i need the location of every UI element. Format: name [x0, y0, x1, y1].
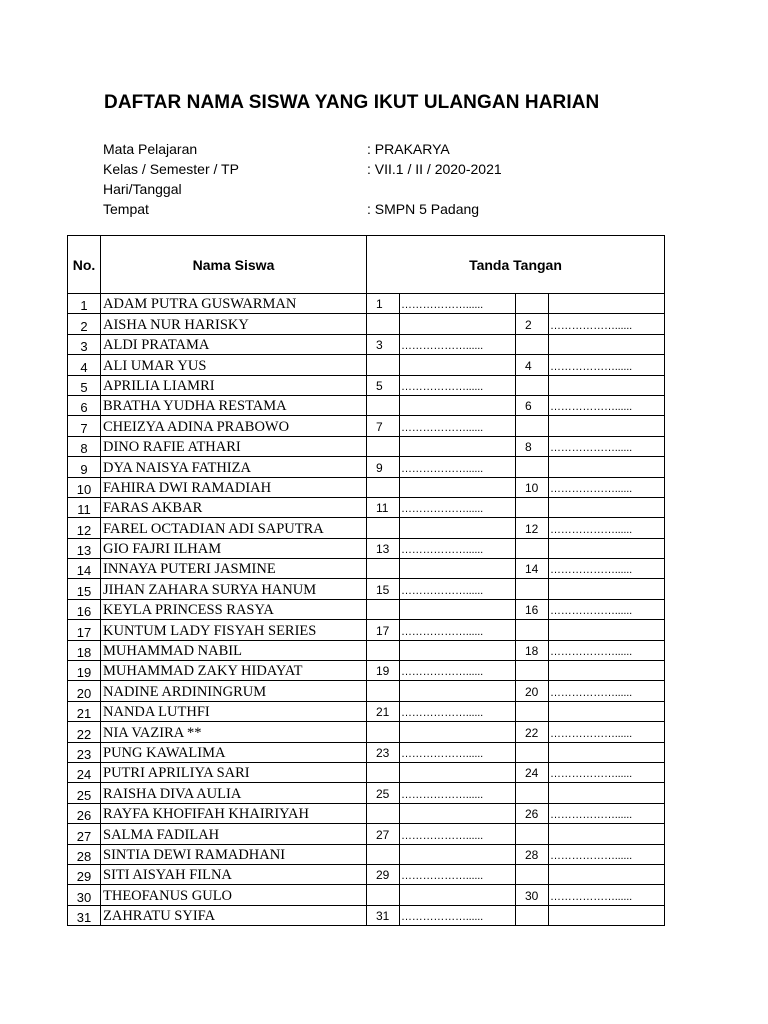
signature-number-right [516, 497, 549, 517]
meta-label: Hari/Tanggal [103, 181, 182, 197]
student-name: AISHA NUR HARISKY [101, 314, 367, 334]
student-name: MUHAMMAD ZAKY HIDAYAT [101, 661, 367, 681]
signature-line-left: ………………...... [400, 416, 516, 436]
signature-number-right: 24 [516, 762, 549, 782]
signature-number-right: 14 [516, 559, 549, 579]
signature-number-left: 17 [367, 620, 400, 640]
signature-line-left [400, 314, 516, 334]
signature-line-right: ………………...... [549, 518, 665, 538]
signature-number-left: 3 [367, 334, 400, 354]
table-row [68, 762, 665, 782]
signature-line-right [549, 661, 665, 681]
signature-number-right: 4 [516, 355, 549, 375]
signature-number-right: 30 [516, 885, 549, 905]
signature-line-right: ………………...... [549, 559, 665, 579]
meta-value: : PRAKARYA [367, 141, 450, 157]
signature-number-left: 21 [367, 701, 400, 721]
student-name: PUTRI APRILIYA SARI [101, 762, 367, 782]
meta-label: Tempat [103, 201, 149, 217]
signature-line-left [400, 436, 516, 456]
signature-number-right: 2 [516, 314, 549, 334]
table-row [68, 681, 665, 701]
signature-number-left [367, 640, 400, 660]
signature-line-right: ………………...... [549, 355, 665, 375]
signature-line-left: ………………...... [400, 661, 516, 681]
student-name: KUNTUM LADY FISYAH SERIES [101, 620, 367, 640]
signature-number-left [367, 803, 400, 823]
student-name: FAREL OCTADIAN ADI SAPUTRA [101, 518, 367, 538]
signature-line-left [400, 762, 516, 782]
signature-number-left [367, 762, 400, 782]
row-number: 22 [68, 722, 101, 742]
signature-number-right: 10 [516, 477, 549, 497]
signature-number-left: 1 [367, 294, 400, 314]
student-name: GIO FAJRI ILHAM [101, 538, 367, 558]
table-row [68, 905, 665, 925]
signature-number-right: 28 [516, 844, 549, 864]
table-row [68, 538, 665, 558]
signature-line-left: ………………...... [400, 294, 516, 314]
signature-line-left: ………………...... [400, 620, 516, 640]
signature-number-left: 19 [367, 661, 400, 681]
signature-number-right: 16 [516, 599, 549, 619]
signature-line-left: ………………...... [400, 905, 516, 925]
signature-number-right: 8 [516, 436, 549, 456]
student-name: FARAS AKBAR [101, 497, 367, 517]
signature-line-left [400, 885, 516, 905]
signature-line-right [549, 620, 665, 640]
student-name: DINO RAFIE ATHARI [101, 436, 367, 456]
table-header-row [68, 236, 665, 294]
signature-line-right: ………………...... [549, 681, 665, 701]
signature-number-left: 31 [367, 905, 400, 925]
signature-line-right: ………………...... [549, 395, 665, 415]
student-name: RAYFA KHOFIFAH KHAIRIYAH [101, 803, 367, 823]
student-name: NADINE ARDININGRUM [101, 681, 367, 701]
table-row [68, 722, 665, 742]
student-name: SINTIA DEWI RAMADHANI [101, 844, 367, 864]
table-row [68, 497, 665, 517]
signature-line-left [400, 559, 516, 579]
signature-line-left [400, 355, 516, 375]
signature-line-right: ………………...... [549, 885, 665, 905]
signature-line-right [549, 742, 665, 762]
signature-number-left: 15 [367, 579, 400, 599]
signature-line-left [400, 395, 516, 415]
table-row [68, 375, 665, 395]
row-number: 12 [68, 518, 101, 538]
row-number: 23 [68, 742, 101, 762]
row-number: 17 [68, 620, 101, 640]
signature-number-left: 11 [367, 497, 400, 517]
row-number: 14 [68, 559, 101, 579]
meta-value: : SMPN 5 Padang [367, 201, 480, 217]
signature-number-right: 18 [516, 640, 549, 660]
signature-line-left: ………………...... [400, 579, 516, 599]
signature-line-left [400, 681, 516, 701]
student-name: MUHAMMAD NABIL [101, 640, 367, 660]
signature-line-right: ………………...... [549, 599, 665, 619]
signature-number-left: 29 [367, 864, 400, 884]
signature-line-right [549, 538, 665, 558]
row-number: 28 [68, 844, 101, 864]
signature-line-left: ………………...... [400, 538, 516, 558]
table-row [68, 640, 665, 660]
table-row [68, 457, 665, 477]
signature-number-left [367, 395, 400, 415]
signature-line-right: ………………...... [549, 314, 665, 334]
signature-line-left [400, 518, 516, 538]
row-number: 19 [68, 661, 101, 681]
signature-line-right [549, 294, 665, 314]
student-name: FAHIRA DWI RAMADIAH [101, 477, 367, 497]
table-row [68, 885, 665, 905]
header-signature: Tanda Tangan [367, 236, 665, 294]
signature-line-right [549, 416, 665, 436]
table-row [68, 803, 665, 823]
signature-number-left [367, 518, 400, 538]
signature-line-left [400, 803, 516, 823]
signature-line-left [400, 640, 516, 660]
signature-line-right: ………………...... [549, 436, 665, 456]
student-name: SITI AISYAH FILNA [101, 864, 367, 884]
table-row [68, 864, 665, 884]
table-row [68, 824, 665, 844]
signature-number-left [367, 314, 400, 334]
row-number: 13 [68, 538, 101, 558]
signature-number-right: 26 [516, 803, 549, 823]
signature-number-left: 25 [367, 783, 400, 803]
signature-number-right [516, 294, 549, 314]
signature-number-right [516, 620, 549, 640]
signature-number-left [367, 844, 400, 864]
row-number: 15 [68, 579, 101, 599]
signature-line-right [549, 824, 665, 844]
signature-number-right [516, 334, 549, 354]
signature-number-right [516, 579, 549, 599]
signature-number-right: 22 [516, 722, 549, 742]
header-name: Nama Siswa [101, 236, 367, 294]
signature-line-right: ………………...... [549, 640, 665, 660]
row-number: 26 [68, 803, 101, 823]
signature-line-right [549, 334, 665, 354]
row-number: 21 [68, 701, 101, 721]
signature-number-left [367, 681, 400, 701]
signature-line-left: ………………...... [400, 742, 516, 762]
signature-line-left [400, 599, 516, 619]
table-row [68, 436, 665, 456]
table-row [68, 477, 665, 497]
table-row [68, 314, 665, 334]
signature-number-left: 23 [367, 742, 400, 762]
table-row [68, 742, 665, 762]
row-number: 20 [68, 681, 101, 701]
signature-line-right [549, 701, 665, 721]
row-number: 10 [68, 477, 101, 497]
signature-line-right: ………………...... [549, 722, 665, 742]
signature-line-right [549, 783, 665, 803]
row-number: 25 [68, 783, 101, 803]
student-name: PUNG KAWALIMA [101, 742, 367, 762]
signature-number-right [516, 824, 549, 844]
signature-line-right [549, 497, 665, 517]
table-row [68, 599, 665, 619]
row-number: 16 [68, 599, 101, 619]
signature-line-right: ………………...... [549, 762, 665, 782]
row-number: 29 [68, 864, 101, 884]
student-name: DYA NAISYA FATHIZA [101, 457, 367, 477]
signature-number-left [367, 477, 400, 497]
signature-line-right: ………………...... [549, 803, 665, 823]
student-name: THEOFANUS GULO [101, 885, 367, 905]
student-name: ZAHRATU SYIFA [101, 905, 367, 925]
signature-number-right [516, 661, 549, 681]
meta-label: Kelas / Semester / TP [103, 161, 239, 177]
signature-number-left [367, 599, 400, 619]
row-number: 8 [68, 436, 101, 456]
student-name: INNAYA PUTERI JASMINE [101, 559, 367, 579]
row-number: 3 [68, 334, 101, 354]
signature-number-right: 6 [516, 395, 549, 415]
row-number: 31 [68, 905, 101, 925]
signature-number-left [367, 436, 400, 456]
table-row [68, 559, 665, 579]
signature-number-right [516, 375, 549, 395]
signature-number-left: 7 [367, 416, 400, 436]
document-title: DAFTAR NAMA SISWA YANG IKUT ULANGAN HARIAN [104, 92, 600, 113]
row-number: 18 [68, 640, 101, 660]
signature-number-left: 27 [367, 824, 400, 844]
table-row [68, 701, 665, 721]
row-number: 6 [68, 395, 101, 415]
signature-number-right [516, 457, 549, 477]
meta-value: : VII.1 / II / 2020-2021 [367, 161, 502, 177]
row-number: 4 [68, 355, 101, 375]
signature-line-left [400, 844, 516, 864]
student-name: ALI UMAR YUS [101, 355, 367, 375]
signature-number-right: 20 [516, 681, 549, 701]
signature-line-right [549, 457, 665, 477]
signature-line-right [549, 905, 665, 925]
signature-number-left: 13 [367, 538, 400, 558]
signature-line-left: ………………...... [400, 701, 516, 721]
signature-line-left: ………………...... [400, 864, 516, 884]
table-body [68, 294, 665, 926]
signature-line-right: ………………...... [549, 844, 665, 864]
student-name: ADAM PUTRA GUSWARMAN [101, 294, 367, 314]
table-row [68, 783, 665, 803]
signature-number-left [367, 355, 400, 375]
table-row [68, 518, 665, 538]
signature-number-right [516, 701, 549, 721]
signature-number-left [367, 885, 400, 905]
table-row [68, 579, 665, 599]
row-number: 11 [68, 497, 101, 517]
row-number: 2 [68, 314, 101, 334]
table-row [68, 416, 665, 436]
signature-number-left: 5 [367, 375, 400, 395]
signature-number-right [516, 538, 549, 558]
table-row [68, 334, 665, 354]
signature-line-right [549, 375, 665, 395]
student-name: KEYLA PRINCESS RASYA [101, 599, 367, 619]
meta-label: Mata Pelajaran [103, 141, 198, 157]
signature-number-right [516, 742, 549, 762]
signature-line-right: ………………...... [549, 477, 665, 497]
row-number: 7 [68, 416, 101, 436]
signature-number-left [367, 722, 400, 742]
student-name: JIHAN ZAHARA SURYA HANUM [101, 579, 367, 599]
table-row [68, 294, 665, 314]
student-name: NIA VAZIRA ** [101, 722, 367, 742]
signature-line-right [549, 864, 665, 884]
signature-number-right [516, 905, 549, 925]
signature-number-right [516, 783, 549, 803]
row-number: 30 [68, 885, 101, 905]
table-row [68, 661, 665, 681]
header-no: No. [68, 236, 101, 294]
signature-line-right [549, 579, 665, 599]
row-number: 9 [68, 457, 101, 477]
student-name: BRATHA YUDHA RESTAMA [101, 395, 367, 415]
row-number: 27 [68, 824, 101, 844]
signature-line-left: ………………...... [400, 375, 516, 395]
row-number: 5 [68, 375, 101, 395]
signature-number-left [367, 559, 400, 579]
signature-line-left [400, 722, 516, 742]
signature-line-left: ………………...... [400, 783, 516, 803]
table-row [68, 620, 665, 640]
student-name: ALDI PRATAMA [101, 334, 367, 354]
student-roster-table [67, 235, 665, 926]
student-name: NANDA LUTHFI [101, 701, 367, 721]
student-name: APRILIA LIAMRI [101, 375, 367, 395]
signature-line-left: ………………...... [400, 497, 516, 517]
signature-line-left: ………………...... [400, 457, 516, 477]
student-name: RAISHA DIVA AULIA [101, 783, 367, 803]
student-name: CHEIZYA ADINA PRABOWO [101, 416, 367, 436]
signature-line-left: ………………...... [400, 334, 516, 354]
row-number: 1 [68, 294, 101, 314]
signature-number-left: 9 [367, 457, 400, 477]
table-row [68, 844, 665, 864]
table-row [68, 395, 665, 415]
row-number: 24 [68, 762, 101, 782]
signature-line-left: ………………...... [400, 824, 516, 844]
student-name: SALMA FADILAH [101, 824, 367, 844]
table-row [68, 355, 665, 375]
signature-line-left [400, 477, 516, 497]
signature-number-right [516, 864, 549, 884]
signature-number-right: 12 [516, 518, 549, 538]
signature-number-right [516, 416, 549, 436]
